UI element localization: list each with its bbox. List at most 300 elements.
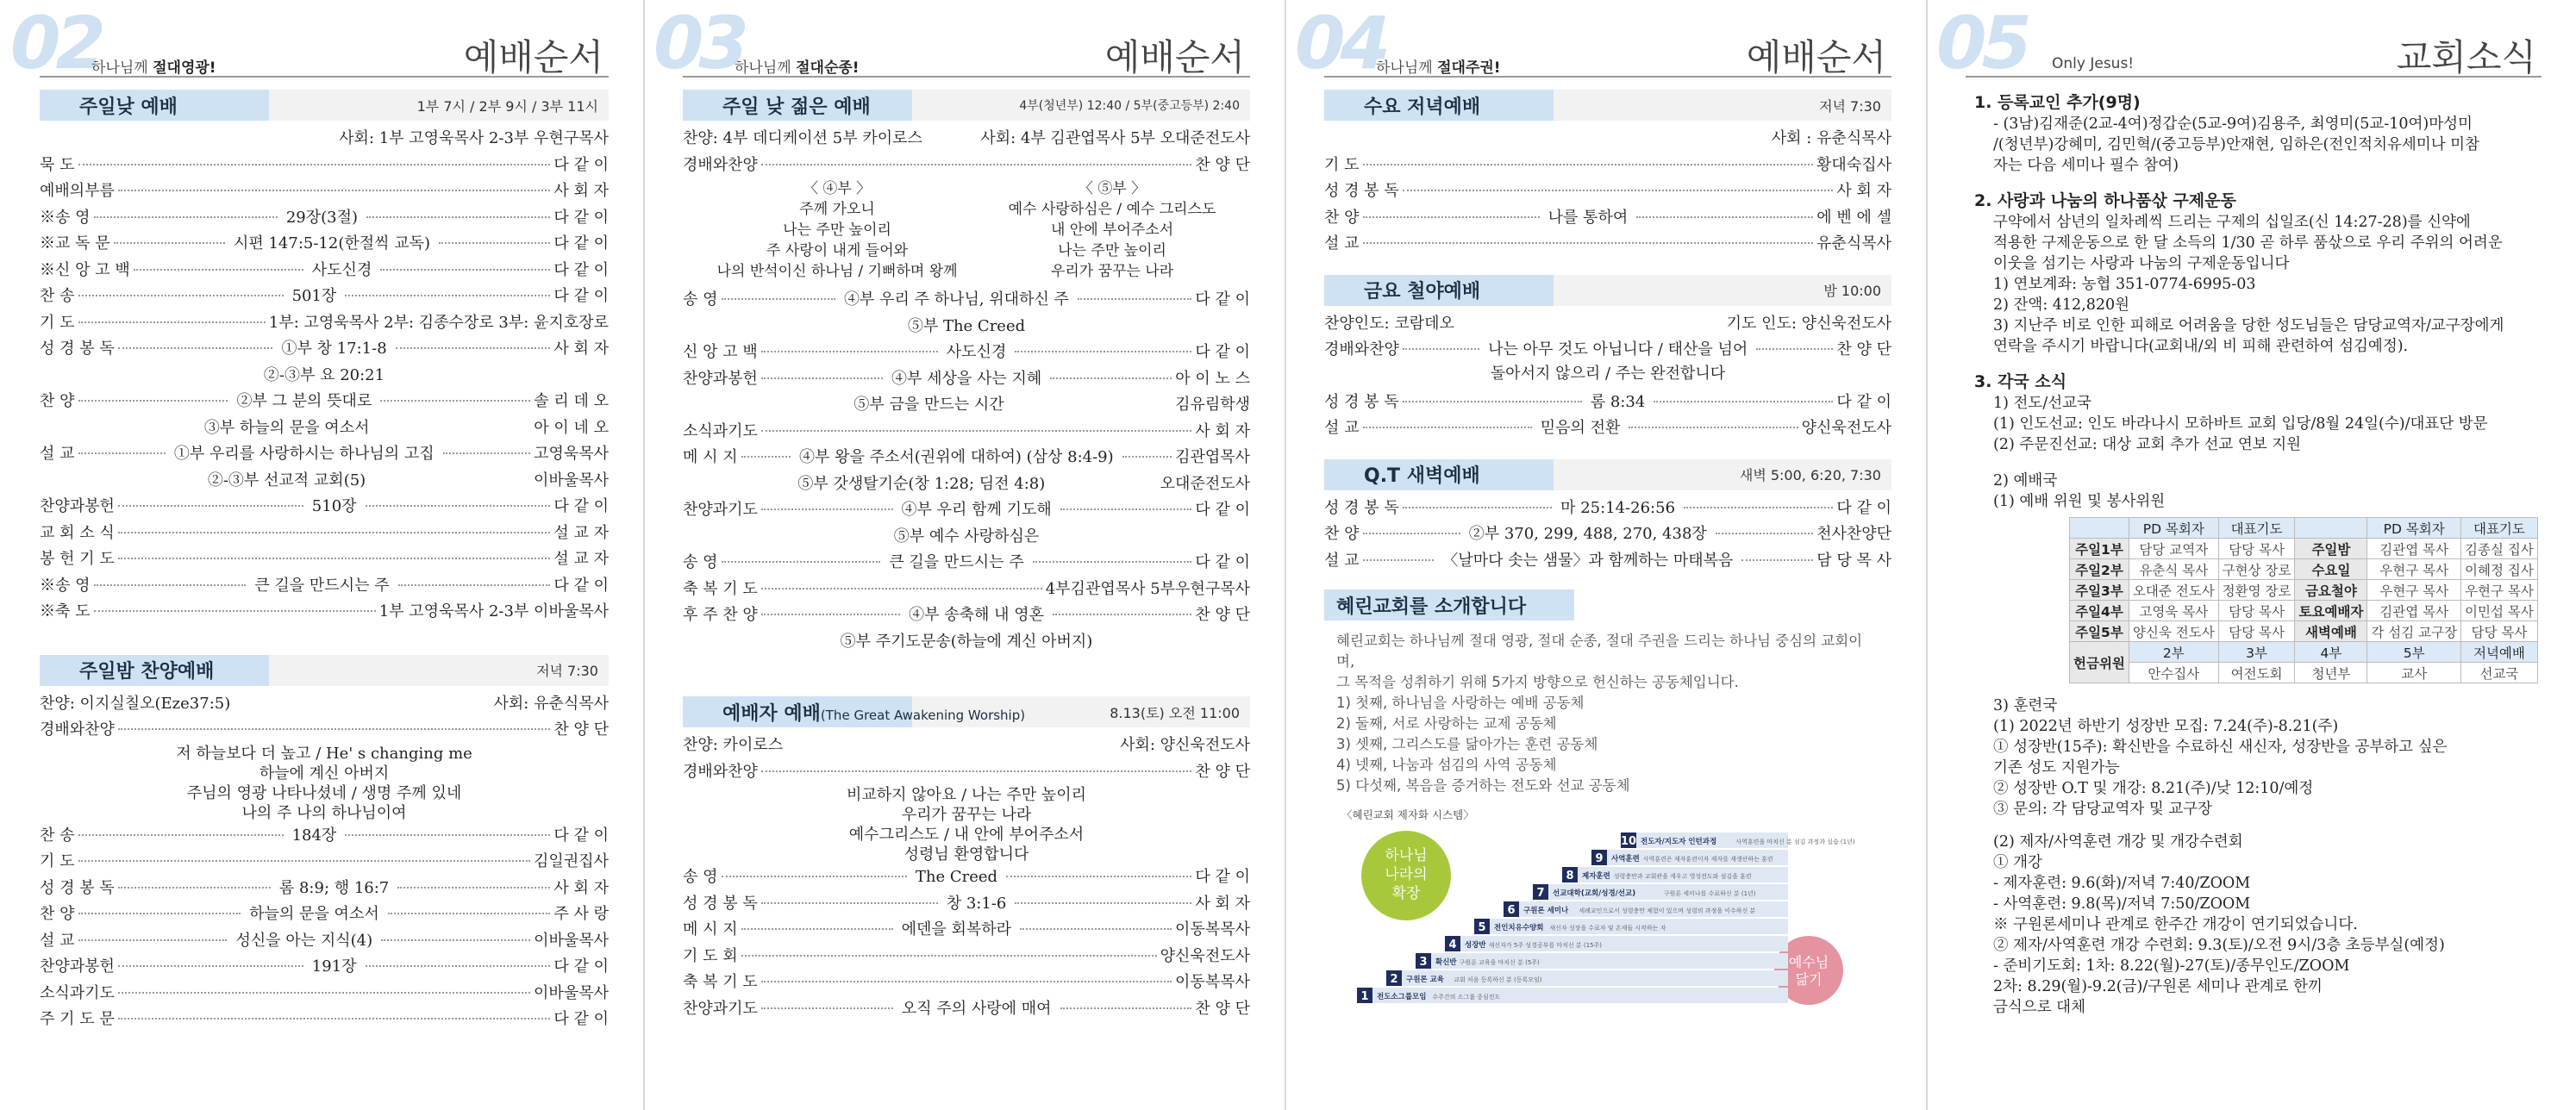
text-line: 우리가 꿈꾸는 나라 [1050, 263, 1174, 280]
order-leader: 다 같 이 [553, 287, 610, 305]
order-list [1324, 390, 1891, 442]
order-content: ②부 그 분의 뜻대로 [236, 392, 372, 410]
page-header [1295, 0, 1891, 85]
table-cell: 주일1부 [2070, 539, 2129, 559]
dot-leader [761, 902, 938, 904]
order-leader: 다 같 이 [553, 208, 610, 227]
dot-leader [741, 456, 791, 458]
dot-leader [1629, 427, 1798, 428]
page-title: 예배순서 [1104, 36, 1245, 78]
order-row [683, 577, 1250, 603]
order-row [1324, 178, 1891, 205]
news-heading: 1. 등록교인 추가(9명) [1974, 93, 2141, 112]
dot-leader [741, 928, 893, 930]
section-header [1324, 589, 1574, 620]
dot-leader [78, 913, 241, 914]
order-list [40, 823, 609, 1033]
order-row [40, 258, 609, 284]
order-content: 롬 8:34 [1590, 392, 1646, 411]
order-row [40, 546, 609, 573]
order-content: ⑤부 The Creed [907, 316, 1026, 335]
section-title: 주일밤 찬양예배 [79, 661, 215, 683]
text-line: (1) 인도선교: 인도 바라나시 모하바트 교회 입당/8월 24일(수)/대표단 방문 [1993, 415, 2488, 433]
dot-leader [1060, 1007, 1192, 1009]
order-row [40, 494, 609, 521]
lyrics-5bu [1009, 178, 1216, 282]
table-cell: 담당 목사 [2218, 601, 2295, 621]
order-row [40, 205, 609, 232]
dot-leader [439, 242, 550, 244]
dot-leader [380, 400, 530, 402]
order-item: 예배의부름 [40, 182, 115, 200]
praise-presider-row: 찬양: 4부 데디케이션 5부 카이로스 사회: 4부 김관엽목사 5부 오대준전도사 [683, 129, 1250, 147]
order-item: 송 영 [683, 868, 718, 886]
table-cell: 양신욱 전도사 [2129, 621, 2218, 642]
section-title: 주일낮 예배 [79, 96, 178, 118]
text-line: 연락을 주시기 바랍니다(교회내/외 비 피해 관련하여 섬김예정). [1993, 338, 2409, 355]
order-list [683, 864, 1250, 1022]
order-item: 소식과기도 [683, 421, 758, 440]
dot-leader [1363, 242, 1814, 244]
dot-leader [1363, 427, 1532, 428]
page-number: 04 [1295, 1, 1385, 85]
dot-leader [1020, 928, 1172, 930]
order-content: ⑤부 금을 만드는 시간 [853, 396, 1004, 414]
order-leader: 김관엽목사 [1175, 448, 1251, 466]
order-row: 경배와찬양 나는 아무 것도 아닙니다 / 태산을 넘어 찬 양 단 [1324, 340, 1891, 359]
order-leader: 다 같 이 [1195, 343, 1251, 361]
dot-leader [78, 295, 284, 296]
table-cell: 청년부 [2295, 663, 2367, 683]
table-cell: 4부 [2295, 642, 2367, 663]
order-row [1324, 415, 1891, 442]
order-row [40, 901, 609, 928]
text-line: 주님의 영광 나타나셨네 / 생명 주께 있네 [186, 783, 462, 802]
order-content: ④부 왕을 주소서(권위에 대하여) (삼상 8:4-9) [799, 448, 1114, 466]
step-label: 전도소그룹모임 [1377, 993, 1427, 1001]
order-item: 성 경 봉 독 [1324, 182, 1399, 200]
dot-leader [761, 614, 900, 615]
section-time: 8.13(토) 오전 11:00 [1110, 704, 1240, 721]
order-leader: 사 회 자 [1195, 894, 1251, 913]
lyrics [683, 785, 1250, 864]
table-cell: 담당 교역자 [2129, 539, 2218, 559]
order-leader: 설 교 자 [553, 550, 609, 568]
order-content: 나를 통하여 [1547, 208, 1629, 227]
lyrics-line: 돌아서지 않으리 / 주는 완전합니다 [1490, 364, 1726, 383]
dot-leader [397, 887, 550, 889]
order-content: 큰 길을 만드시는 주 [254, 576, 390, 595]
order-item: 송 영 [683, 290, 718, 309]
table-cell: 주일5부 [2070, 621, 2129, 642]
text-line: 2) 예배국 [1993, 472, 2058, 490]
order-leader: 사 회 자 [553, 340, 610, 358]
table-cell: 담당 목사 [2218, 621, 2295, 642]
order-item: 찬양과기도 [683, 501, 758, 519]
dot-leader [381, 939, 530, 941]
order-leader: 이동복목사 [1175, 920, 1250, 939]
order-item: 찬양과기도 [683, 999, 758, 1018]
dot-leader [396, 347, 551, 349]
order-leader: 김유림학생 [1175, 396, 1251, 414]
dot-leader [1363, 216, 1540, 218]
step-label: 확신반 [1435, 958, 1457, 967]
table-cell: 김관엽 목사 [2367, 601, 2461, 621]
text-line: 〈 ⑤부 〉 [1078, 180, 1147, 197]
order-content: ②-③부 요 20:21 [263, 365, 385, 384]
dot-leader [761, 430, 1191, 432]
step-description: 구원론 세미나를 수료하신 분 (1년) [1663, 890, 1756, 897]
order-leader: 다 같 이 [553, 497, 609, 515]
step-label: 사역훈련 [1611, 855, 1640, 864]
text-line: 비교하지 않아요 / 나는 주만 높이리 [846, 786, 1087, 804]
text-line: 이웃을 섬기는 사랑과 나눔의 구제운동입니다 [1993, 255, 2290, 272]
table-cell: 선교국 [2461, 663, 2538, 683]
lyrics [40, 744, 609, 823]
order-row [40, 415, 609, 442]
order-row [40, 310, 609, 337]
dot-leader [1716, 533, 1813, 534]
order-leader: 다 같 이 [553, 957, 609, 976]
step-description: 새신자 성장을 수료자 및 온세들 시작하는 자 [1549, 925, 1666, 932]
dot-leader [380, 269, 550, 271]
text-line: 나의 주 나의 하나님이여 [241, 803, 407, 822]
page-number: 02 [10, 1, 101, 85]
order-item: 축 복 기 도 [683, 973, 758, 991]
dot-leader [1363, 559, 1435, 561]
step-label: 구원론 세미나 [1523, 907, 1569, 915]
order-leader: 다 같 이 [1836, 498, 1891, 517]
table-row [2070, 539, 2538, 559]
dot-leader [1122, 456, 1172, 458]
order-content: 사도신경 [946, 343, 1007, 361]
order-content: ④부 우리 주 하나님, 위대하신 주 [843, 290, 1069, 309]
section-header [40, 655, 609, 686]
text-line: 1) 첫째, 하나님을 사랑하는 예배 공동체 [1336, 695, 1585, 711]
table-cell: 여전도회 [2218, 663, 2295, 683]
discipleship-staircase [1324, 807, 1859, 1005]
dot-leader [1741, 559, 1813, 561]
order-leader: 솔 리 데 오 [534, 392, 610, 410]
text-line: ② 제자/사역훈련 개강 수련회: 9.3(토)/오전 9시/3층 초등부실(예정) [1993, 937, 2445, 954]
dot-leader [134, 269, 303, 271]
dot-leader [94, 216, 278, 218]
order-content: ①부 우리를 사랑하시는 하나님의 고집 [173, 445, 435, 463]
step-label: 구원론 교육 [1406, 976, 1445, 984]
dot-leader [1060, 508, 1192, 510]
dot-leader [722, 876, 907, 877]
text-line: 나의 반석이신 하나님 / 기뻐하며 왕께 [716, 263, 958, 280]
lyrics-4bu [717, 178, 958, 282]
dot-leader [118, 558, 551, 559]
order-leader: 오대준전도사 [1160, 474, 1250, 493]
order-row [683, 524, 1250, 551]
table-cell: PD 목회자 [2367, 518, 2461, 539]
text-line: ② 성장반 O.T 및 개강: 8.21(주)/낮 12:10/예정 [1993, 780, 2314, 797]
section-title: 예배자 예배(The Great Awakening Worship) [722, 702, 1026, 725]
order-content: 501장 [291, 287, 337, 305]
order-leader: 다 같 이 [553, 155, 609, 174]
order-item: 교 회 소 식 [40, 523, 115, 542]
table-cell: PD 목회자 [2129, 518, 2218, 539]
order-row [683, 550, 1250, 577]
order-item: ※신 앙 고 백 [40, 260, 130, 279]
news-body [1974, 114, 2542, 176]
step-description: 사역훈련을 마치신 분 섬김 과정과 실습 (1년) [1735, 839, 1855, 845]
order-leader: 찬 양 단 [1195, 999, 1250, 1018]
order-item: ※송 영 [40, 208, 91, 227]
table-cell: 우현구 목사 [2367, 580, 2461, 601]
table-row [2070, 559, 2538, 580]
table-cell: 구현상 장로 [2218, 559, 2295, 580]
step-number: 8 [1566, 870, 1574, 882]
page-motto: 하나님께 절대주권! [1376, 59, 1501, 77]
table-cell: 각 섬김 교구장 [2367, 621, 2461, 642]
order-list [683, 287, 1250, 655]
order-item: 찬양과봉헌 [683, 369, 758, 388]
order-leader: 1부: 고영욱목사 2부: 김종수장로 3부: 윤지호장로 [268, 313, 609, 332]
text-line: /(청년부)강혜미, 김민혁/(중고등부)안재현, 임하은(전인적치유세미나 미참 [1993, 136, 2479, 153]
order-item: 메 시 지 [683, 920, 738, 939]
order-item: 기 도 회 [683, 946, 738, 965]
order-content: 시편 147:5-12(한절씩 교독) [233, 234, 431, 253]
step-label: 전도자/지도자 인턴과정 [1641, 838, 1717, 846]
order-leader: 아 이 네 오 [534, 418, 609, 437]
order-row [40, 954, 609, 981]
order-leader: 이바울목사 [534, 471, 609, 490]
order-content: 롬 8:9; 행 16:7 [278, 878, 390, 897]
page-motto: Only Jesus! [2052, 55, 2135, 72]
dot-leader [1636, 216, 1813, 218]
order-item: 찬 양 [40, 392, 75, 410]
order-leader: 아 이 노 스 [1175, 369, 1251, 388]
order-content: 510장 [311, 497, 357, 515]
dot-leader [94, 584, 247, 586]
order-content: 191장 [311, 957, 357, 976]
text-line: 2차: 8.29(월)-9.2(금)/구원론 세미나 관계로 한끼 [1993, 978, 2323, 995]
page-03 [643, 0, 1285, 1110]
order-row [1324, 231, 1891, 258]
dot-leader [366, 965, 551, 967]
step-label: 성장반 [1465, 941, 1486, 950]
page-title: 예배순서 [1746, 36, 1886, 78]
text-line: 1) 전도/선교국 [1993, 395, 2091, 412]
news-heading: 2. 사랑과 나눔의 하나품삯 구제운동 [1974, 191, 2236, 210]
order-list [40, 153, 609, 626]
order-item: 신 앙 고 백 [683, 343, 758, 361]
dot-leader [94, 610, 376, 612]
step-number: 7 [1536, 887, 1545, 900]
dot-leader [118, 887, 271, 889]
text-line: 자는 다음 세미나 필수 참여) [1993, 157, 2179, 174]
order-row [40, 231, 609, 258]
section-header [1324, 275, 1891, 306]
order-leader: 설 교 자 [553, 523, 609, 542]
order-row [683, 314, 1250, 340]
order-row [683, 445, 1250, 471]
table-cell: 주일4부 [2070, 601, 2129, 621]
text-line: 예수그리스도 / 내 안에 부어주소서 [848, 826, 1085, 844]
order-row [40, 336, 609, 363]
text-line: 저 하늘보다 더 높고 / He' s changing me [176, 744, 472, 763]
table-cell: 교사 [2367, 663, 2461, 683]
table-cell: 주일밤 [2295, 539, 2367, 559]
step-number: 5 [1478, 921, 1486, 934]
dot-leader [366, 505, 551, 507]
dot-leader [1053, 614, 1191, 615]
section-title: 수요 저녁예배 [1364, 96, 1481, 118]
order-row [1324, 496, 1891, 522]
text-line: - 준비기도회: 1차: 8.22(월)-27(토)/종무인도/ZOOM [1993, 957, 2350, 975]
kingdom-text: 하나님 [1385, 847, 1428, 864]
order-item: ※축 도 [40, 602, 91, 620]
order-row [40, 823, 609, 850]
order-leader: 에 벤 에 셀 [1816, 208, 1892, 227]
order-content: The Creed [915, 868, 998, 886]
table-cell: 오대준 전도사 [2129, 580, 2218, 601]
dot-leader [345, 834, 550, 836]
text-line: 3) 지난주 비로 인한 피해로 어려움을 당한 성도님들은 담당교역자/교구장에게 [1993, 317, 2504, 334]
dot-leader [761, 351, 938, 352]
order-item: 기 도 [1324, 155, 1360, 174]
text-line: 2) 잔액: 412,820원 [1993, 296, 2130, 314]
dot-leader [443, 452, 530, 454]
step-number: 6 [1507, 904, 1516, 917]
order-item: 설 교 [1324, 419, 1360, 437]
dot-leader [78, 452, 166, 454]
step-description: 새신자가 5주 성경공부를 마치신 분 (15주) [1488, 942, 1602, 949]
news-body [1974, 471, 2542, 512]
dot-leader [388, 913, 551, 914]
text-line: 그 목적을 성취하기 위해 5가지 방향으로 헌신하는 공동체입니다. [1336, 674, 1739, 690]
discipleship-diagram [1324, 807, 1891, 1005]
step-description: 수주간의 소그룹 중심전도 [1432, 994, 1501, 1001]
order-item: 설 교 [40, 931, 75, 950]
order-row [683, 471, 1250, 498]
order-item: 소식과기도 [40, 983, 115, 1002]
order-item: 기 도 [40, 852, 75, 870]
dot-leader [761, 377, 883, 379]
dot-leader [1654, 401, 1833, 402]
order-row [40, 389, 609, 415]
dot-leader [741, 955, 1157, 957]
order-content: 마 25:14-26:56 [1560, 498, 1676, 517]
dot-leader [1078, 298, 1191, 300]
order-leader: 천사찬양단 [1816, 525, 1892, 543]
table-cell [2070, 518, 2129, 539]
table-row [2070, 580, 2538, 601]
news-body [1974, 695, 2542, 820]
order-leader: 사 회 자 [553, 878, 610, 897]
order-content: 사도신경 [311, 260, 372, 279]
order-content: 오직 주의 사랑에 매여 [901, 999, 1052, 1018]
page-motto: 하나님께 절대순종! [735, 59, 860, 77]
order-leader: 사 회 자 [1195, 421, 1250, 440]
order-content: ④부 세상을 사는 지혜 [891, 369, 1042, 388]
praise-presider-row: 찬양: 이지실칠오(Eze37:5) 사회: 유춘식목사 [40, 694, 609, 713]
step-description: 세례교인으로서 성령충만 체험이 있으며 성령의 과정을 이수하신 분 [1579, 907, 1756, 914]
order-leader: 다 같 이 [1836, 392, 1892, 411]
dot-leader [78, 939, 228, 941]
kingdom-text: 나라의 [1385, 866, 1428, 883]
dot-leader [118, 1018, 551, 1020]
order-row: 경배와찬양 찬 양 단 [683, 155, 1250, 174]
page-04 [1285, 0, 1926, 1110]
order-row [40, 153, 609, 179]
order-row [683, 891, 1250, 918]
order-leader: 주 사 랑 [553, 905, 609, 923]
table-cell: 이혜정 집사 [2461, 559, 2538, 580]
table-row [2070, 642, 2538, 663]
dot-leader [118, 532, 551, 533]
order-row [1324, 153, 1891, 179]
order-leader: 이동복목사 [1175, 973, 1250, 991]
order-row [683, 970, 1250, 996]
order-leader: 황대숙집사 [1816, 155, 1891, 174]
table-cell: 안수집사 [2129, 663, 2218, 683]
table-cell: 저녁예배 [2461, 642, 2538, 663]
section-time: 저녁 7:30 [1819, 97, 1881, 115]
step-label: 선교대학(교회/성경/선교) [1553, 889, 1636, 898]
table-cell: 유춘식 목사 [2129, 559, 2218, 580]
order-row [40, 599, 609, 626]
text-line: 3) 셋째, 그리스도를 닮아가는 훈련 공동체 [1336, 736, 1598, 752]
order-leader: 다 같 이 [553, 234, 610, 253]
section-header [1324, 459, 1891, 490]
order-leader: 4부김관엽목사 5부우현구목사 [1045, 579, 1250, 598]
order-content: ②부 370, 299, 488, 270, 438장 [1468, 525, 1707, 543]
order-content: ③부 하늘의 문을 여소서 [203, 418, 370, 437]
order-content: 184장 [291, 826, 337, 845]
table-cell: 5부 [2367, 642, 2461, 663]
dot-leader [78, 164, 551, 165]
table-cell: 김종실 집사 [2461, 539, 2538, 559]
order-item: 찬 양 [1324, 525, 1360, 543]
presider: 사회: 1부 고영욱목사 2-3부 우현구목사 [339, 129, 609, 147]
text-line: 1) 연보계좌: 농협 351-0774-6995-03 [1993, 276, 2256, 293]
dot-leader [1403, 401, 1582, 402]
order-row [40, 849, 609, 876]
order-row [1324, 205, 1891, 232]
table-cell: 이민섭 목사 [2461, 601, 2538, 621]
news-body [1974, 212, 2542, 357]
text-line: ① 성장반(15주): 확신반을 수료하신 새신자, 성장반을 공부하고 싶은 [1993, 739, 2448, 756]
christlike-text: 예수님 [1788, 954, 1829, 970]
order-leader: 사 회 자 [1836, 182, 1891, 200]
text-line: - 사역훈련: 9.8(목)/저녁 7:50/ZOOM [1993, 895, 2251, 913]
order-row [683, 287, 1250, 314]
order-item: 축 복 기 도 [683, 579, 758, 598]
order-leader: 사 회 자 [553, 182, 609, 200]
step-number: 4 [1448, 939, 1457, 951]
dot-leader [1363, 533, 1460, 534]
text-line: 예수 사랑하심은 / 예수 그리스도 [1008, 201, 1216, 218]
dot-leader [118, 190, 550, 191]
order-content: ⑤부 주기도문송(하늘에 계신 아버지) [840, 632, 1093, 651]
church-intro [1324, 626, 1891, 796]
order-item: 찬 양 [1324, 208, 1360, 227]
dot-leader [398, 584, 551, 586]
step-number: 3 [1419, 956, 1428, 969]
order-item: 묵 도 [40, 155, 75, 174]
order-row [40, 928, 609, 955]
order-row [683, 602, 1250, 629]
order-content: 〈날마다 솟는 샘물〉과 함께하는 마태복음 [1442, 551, 1734, 570]
order-item: 찬 양 [40, 905, 75, 923]
page-number: 05 [1936, 1, 2027, 85]
dot-leader [78, 860, 531, 862]
text-line: 나는 주만 높이리 [1058, 242, 1166, 259]
